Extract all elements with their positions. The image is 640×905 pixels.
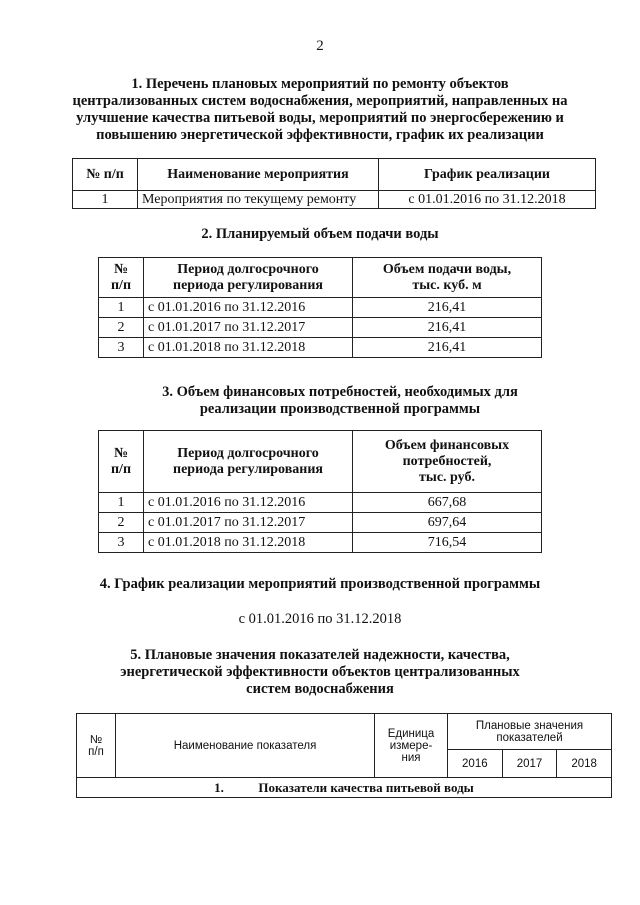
column-header-schedule: График реализации <box>379 159 596 191</box>
header-line: Объем подачи воды, <box>382 261 512 277</box>
header-line: № <box>113 261 129 277</box>
cell-schedule: с 01.01.2016 по 31.12.2018 <box>379 191 596 209</box>
column-header-year: 2016 <box>448 750 503 778</box>
table-header-row <box>77 714 612 750</box>
section5-title-line: 5. Плановые значения показателей надежности, качества, <box>130 647 510 663</box>
header-line: измере- <box>389 739 433 752</box>
section4-title: 4. График реализации мероприятий производственной программы <box>99 576 541 592</box>
header-line: потребностей, <box>402 453 492 469</box>
group-row-cell <box>77 778 612 798</box>
header-line: показателей <box>496 731 563 744</box>
cell-volume: 216,41 <box>353 318 542 338</box>
section3-table <box>98 430 542 553</box>
cell-name: Мероприятия по текущему ремонту <box>138 191 379 209</box>
column-header-volume <box>353 258 542 298</box>
column-header-year: 2017 <box>502 750 557 778</box>
group-row-label: Показатели качества питьевой воды <box>258 779 474 795</box>
table-header-row <box>73 159 596 191</box>
header-line: п/п <box>110 461 132 477</box>
section5-table <box>76 713 612 798</box>
header-line: Объем финансовых <box>384 437 510 453</box>
column-header-period <box>144 258 353 298</box>
column-header-number <box>99 431 144 493</box>
table-row <box>99 318 542 338</box>
table-group-row <box>77 778 612 798</box>
section5-title-line: систем водоснабжения <box>246 681 394 697</box>
table-row <box>99 338 542 358</box>
cell-period: с 01.01.2016 по 31.12.2016 <box>144 298 353 318</box>
section5-title <box>100 647 540 698</box>
header-line: Единица <box>387 727 435 740</box>
column-header-number <box>77 714 116 778</box>
cell-period: с 01.01.2017 по 31.12.2017 <box>144 318 353 338</box>
header-line: периода регулирования <box>173 277 323 293</box>
header-line: Плановые значения <box>475 719 584 732</box>
column-header-name: Наименование мероприятия <box>138 159 379 191</box>
table-header-row <box>99 258 542 298</box>
cell-period: с 01.01.2018 по 31.12.2018 <box>144 338 353 358</box>
header-line: тыс. руб. <box>419 469 475 485</box>
column-header-plan <box>448 714 612 750</box>
group-row-number: 1. <box>214 779 224 795</box>
table-row <box>99 493 542 513</box>
cell-finance: 667,68 <box>353 493 542 513</box>
column-header-indicator: Наименование показателя <box>116 714 375 778</box>
cell-volume: 216,41 <box>353 298 542 318</box>
header-line: ния <box>401 751 421 764</box>
table-row <box>99 298 542 318</box>
section1-title-line: улучшение качества питьевой воды, мероприятий по энергосбережению и <box>76 110 564 126</box>
header-line: тыс. куб. м <box>412 277 482 293</box>
header-line: Период долгосрочного <box>177 445 319 461</box>
cell-period: с 01.01.2016 по 31.12.2016 <box>144 493 353 513</box>
cell-finance: 716,54 <box>353 533 542 553</box>
section1-title-line: повышению энергетической эффективности, график их реализации <box>96 127 544 143</box>
section3-title <box>140 384 540 418</box>
table-row <box>99 533 542 553</box>
header-line: № <box>89 733 103 746</box>
header-line: № <box>113 445 129 461</box>
cell-finance: 697,64 <box>353 513 542 533</box>
column-header-unit <box>375 714 448 778</box>
column-header-number <box>99 258 144 298</box>
cell-number: 3 <box>99 533 144 553</box>
table-row <box>73 191 596 209</box>
cell-period: с 01.01.2018 по 31.12.2018 <box>144 533 353 553</box>
column-header-number: № п/п <box>73 159 138 191</box>
section4-period: с 01.01.2016 по 31.12.2018 <box>238 611 402 627</box>
section5-title-line: энергетической эффективности объектов централизованных <box>120 664 520 680</box>
section1-title-line: 1. Перечень плановых мероприятий по ремонту объектов <box>131 76 509 92</box>
cell-number: 1 <box>99 298 144 318</box>
cell-number: 1 <box>99 493 144 513</box>
header-line: Период долгосрочного <box>177 261 319 277</box>
cell-number: 2 <box>99 513 144 533</box>
column-header-period <box>144 431 353 493</box>
section3-title-line: 3. Объем финансовых потребностей, необходимых для <box>162 384 518 400</box>
column-header-finance <box>353 431 542 493</box>
table-header-row <box>99 431 542 493</box>
cell-volume: 216,41 <box>353 338 542 358</box>
header-line: п/п <box>110 277 132 293</box>
section2-title: 2. Планируемый объем подачи воды <box>201 226 439 242</box>
column-header-year: 2018 <box>557 750 612 778</box>
section1-table <box>72 158 596 209</box>
cell-number: 3 <box>99 338 144 358</box>
page-number: 2 <box>316 38 324 54</box>
header-line: периода регулирования <box>173 461 323 477</box>
section1-title-line: централизованных систем водоснабжения, мероприятий, направленных на <box>72 93 568 109</box>
cell-number: 1 <box>73 191 138 209</box>
header-line: п/п <box>88 745 104 758</box>
cell-period: с 01.01.2017 по 31.12.2017 <box>144 513 353 533</box>
table-row <box>99 513 542 533</box>
section1-title <box>60 76 580 144</box>
cell-number: 2 <box>99 318 144 338</box>
section2-table <box>98 257 542 358</box>
section3-title-line: реализации производственной программы <box>199 401 481 417</box>
